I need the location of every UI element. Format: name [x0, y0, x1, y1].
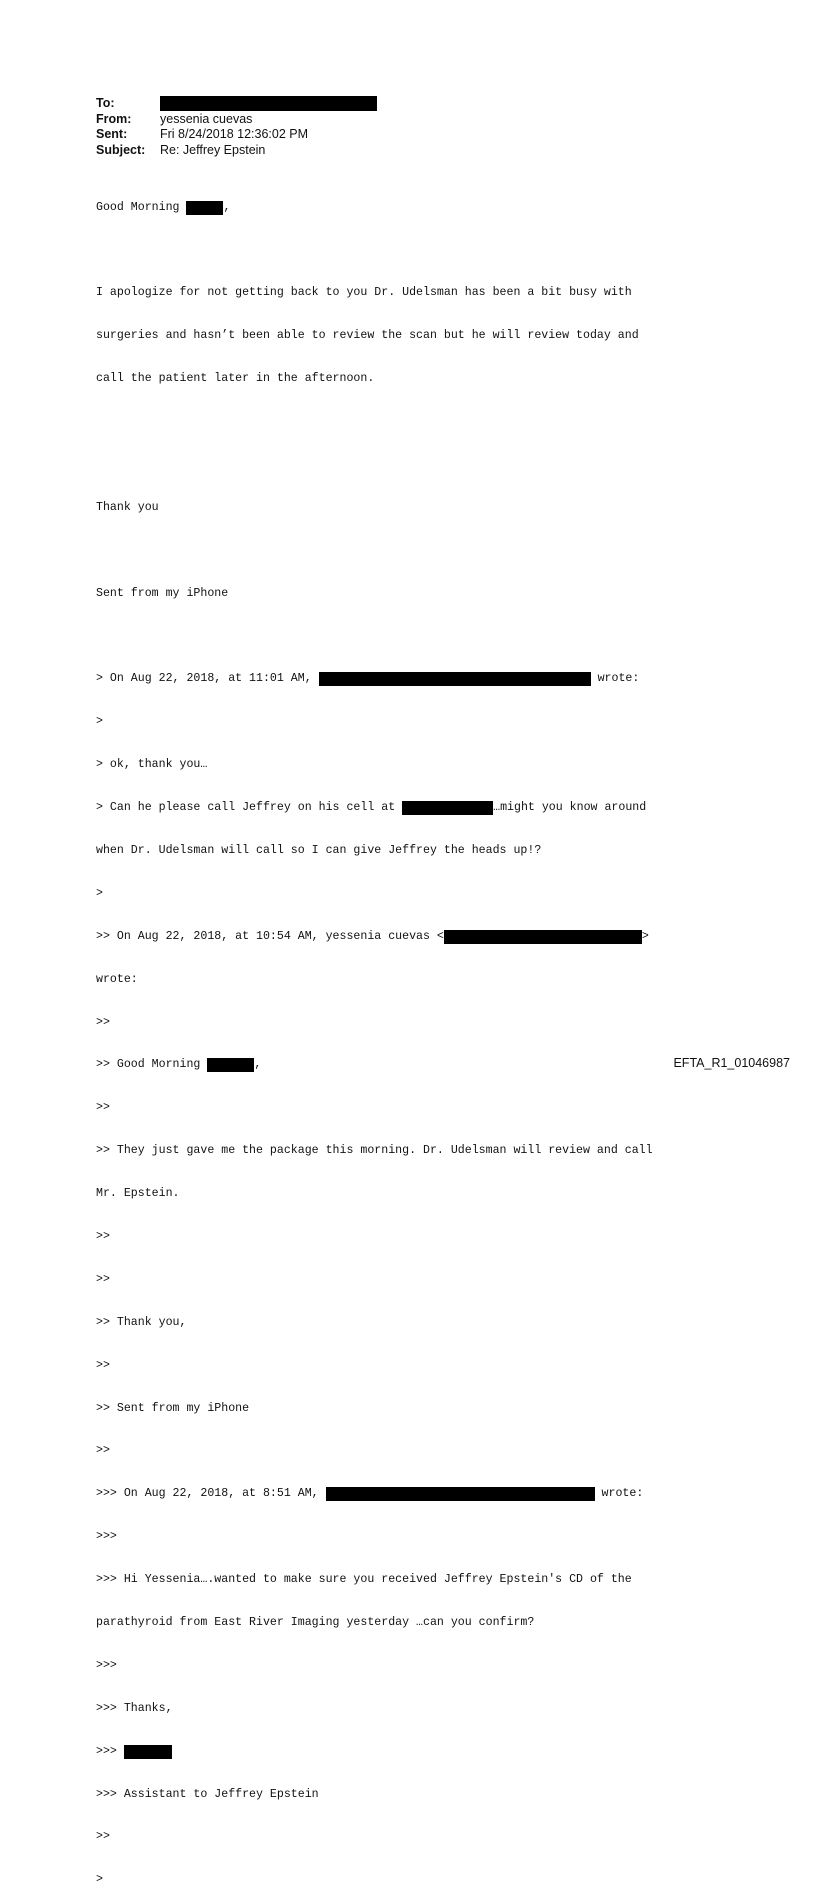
- subject-row: [96, 143, 377, 159]
- sent-value: Fri 8/24/2018 12:36:02 PM: [160, 127, 309, 141]
- quote-text: >>>: [96, 1744, 124, 1758]
- from-value: yessenia cuevas: [160, 111, 253, 126]
- greeting-comma: ,: [223, 200, 231, 214]
- redaction-signature: [124, 1745, 172, 1759]
- quote-line: >> Thank you,: [96, 1315, 187, 1329]
- quote-line: when Dr. Udelsman will call so I can give Jeffrey the heads up!?: [96, 843, 542, 857]
- document-id: EFTA_R1_01046987: [673, 1056, 790, 1070]
- quote-text: >>> On Aug 22, 2018, at 8:51 AM,: [96, 1487, 326, 1501]
- quote-line: Mr. Epstein.: [96, 1187, 180, 1201]
- quote-line: >>: [96, 1229, 110, 1243]
- quote-line: >>: [96, 1272, 110, 1286]
- quote-line: >>: [96, 1444, 110, 1458]
- redaction-greeting-2: [207, 1058, 254, 1072]
- quote-line: >> They just gave me the package this morning. Dr. Udelsman will review and call: [96, 1144, 653, 1158]
- to-row: [96, 96, 377, 112]
- quote-line: >>>: [96, 1530, 117, 1544]
- quote-line: >: [96, 715, 103, 729]
- quote-line: >>> Hi Yessenia….wanted to make sure you received Jeffrey Epstein's CD of the: [96, 1573, 632, 1587]
- quote-line: >>: [96, 1101, 110, 1115]
- subject-value: Re: Jeffrey Epstein: [160, 142, 266, 157]
- from-row: [96, 112, 377, 128]
- quote-text: > On Aug 22, 2018, at 11:01 AM,: [96, 672, 319, 686]
- quote-line: [96, 801, 736, 815]
- sent-row: [96, 127, 377, 143]
- to-label: To:: [96, 96, 115, 110]
- redaction-email: [444, 930, 642, 944]
- redaction-phone: [402, 801, 493, 815]
- quote-line: >>: [96, 1358, 110, 1372]
- email-header: [96, 96, 377, 158]
- thanks-line: Thank you: [96, 500, 159, 514]
- quote-line: parathyroid from East River Imaging yesterday …can you confirm?: [96, 1615, 535, 1629]
- quote-text: >: [641, 929, 649, 943]
- sent-label: Sent:: [96, 127, 128, 141]
- redaction-greeting: [186, 201, 223, 215]
- quote-text: …might you know around: [493, 801, 647, 815]
- body-line: call the patient later in the afternoon.: [96, 372, 375, 386]
- quote-line: >: [96, 886, 103, 900]
- quote-line: wrote:: [96, 972, 138, 986]
- quote-text: >> On Aug 22, 2018, at 10:54 AM, yessenia cuevas <: [96, 929, 444, 943]
- quote-line: >>: [96, 1015, 110, 1029]
- quote-line: >>> Assistant to Jeffrey Epstein: [96, 1787, 319, 1801]
- redaction-sender-1: [319, 672, 591, 686]
- quote-line: [96, 672, 736, 686]
- quote-text: wrote:: [594, 1487, 644, 1501]
- quote-text: >> Good Morning: [96, 1058, 208, 1072]
- quote-line: [96, 1745, 736, 1759]
- body-line: I apologize for not getting back to you Dr. Udelsman has been a bit busy with: [96, 286, 632, 300]
- quote-line: >> Sent from my iPhone: [96, 1401, 250, 1415]
- quote-line: [96, 1487, 736, 1501]
- quote-line: >>: [96, 1830, 110, 1844]
- quote-text: > Can he please call Jeffrey on his cell at: [96, 801, 403, 815]
- quote-line: >: [96, 1873, 103, 1887]
- quote-text: wrote:: [590, 672, 640, 686]
- greeting-line: [96, 201, 736, 215]
- greeting-text: Good Morning: [96, 200, 187, 214]
- email-body: [96, 172, 736, 1902]
- subject-label: Subject:: [96, 142, 146, 157]
- body-line: surgeries and hasn’t been able to review the scan but he will review today and: [96, 329, 639, 343]
- quote-line: >>> Thanks,: [96, 1701, 173, 1715]
- redaction-sender-2: [326, 1487, 595, 1501]
- quote-line: > ok, thank you…: [96, 758, 208, 772]
- quote-text: ,: [254, 1058, 262, 1072]
- quote-line: >>>: [96, 1658, 117, 1672]
- from-label: From:: [96, 111, 132, 126]
- quote-line: [96, 930, 736, 944]
- redaction-to: [160, 96, 377, 111]
- quote-line: [96, 1058, 736, 1072]
- sent-from-line: Sent from my iPhone: [96, 586, 229, 600]
